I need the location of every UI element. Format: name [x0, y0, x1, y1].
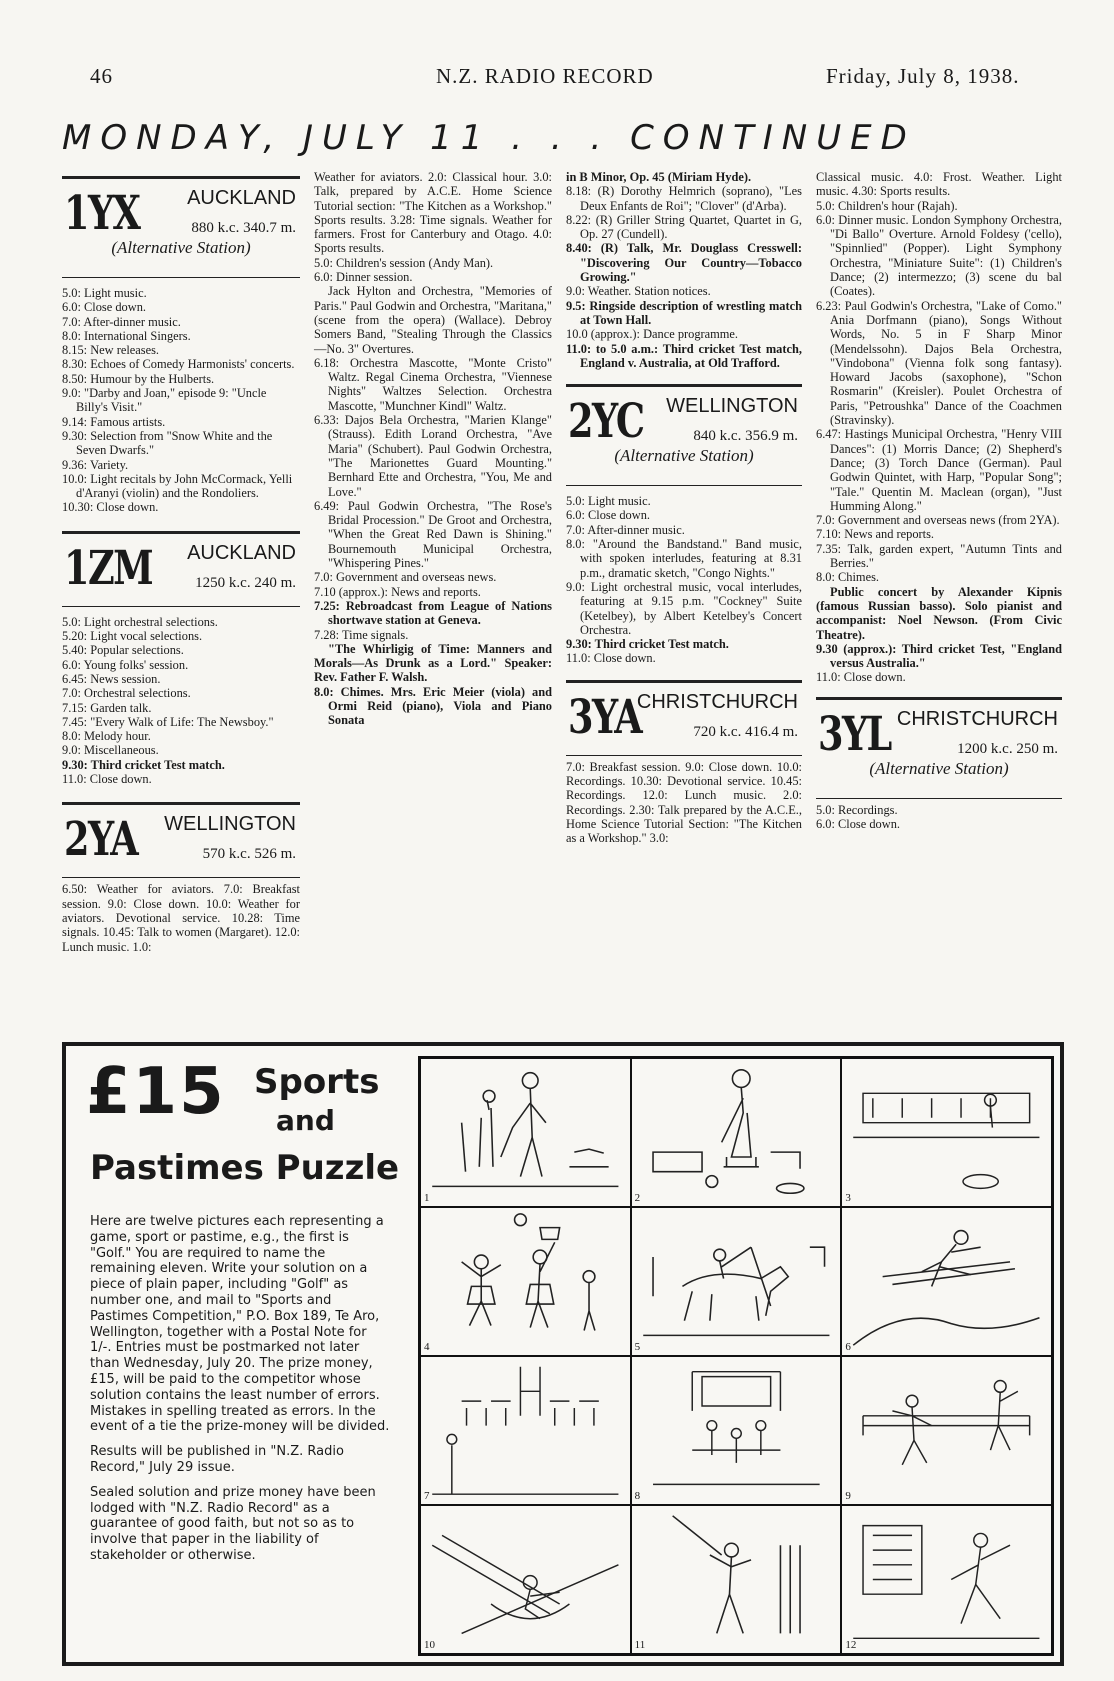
station-call: 3YL: [818, 706, 891, 762]
program-item: 5.0: Light orchestral selections.: [62, 614, 218, 629]
program-item: 6.47: Hastings Municipal Orchestra, "Henry VIII Dances": (1) Morris Dance; (2) Shepherd's Dance; (3) Torch Dance (German). Paul Godwin Quintet, with Harp, "Popular Song"; "Tale." Quentin M. Maclean (organ), "Just Humming Along.": [816, 427, 1062, 513]
station-note: (Alternative Station): [111, 238, 251, 257]
divider: [62, 877, 300, 878]
station-call: 1ZM: [64, 540, 153, 596]
station-city: CHRISTCHURCH: [636, 690, 798, 713]
program-item: 8.0: "Around the Bandstand." Band music, with spoken interludes, featuring at 8.31 p.m., dramatic sketch, "Congo Nights.": [566, 537, 802, 580]
program-item: 7.0: After-dinner music.: [62, 314, 181, 329]
ad-body: [90, 1214, 390, 1573]
tennis-illustration: [842, 1357, 1051, 1504]
cricket-highlight: 9.30: Third cricket Test match.: [566, 637, 729, 652]
chimes-note: 8.0: Chimes. Mrs. Eric Meier (viola) and Ormi Reid (piano), Viola and Piano Sonata: [314, 684, 552, 728]
ad-title-line-1: Sports: [254, 1062, 380, 1102]
picture-number: 6: [845, 1341, 851, 1353]
column-4: [816, 170, 1062, 831]
puzzle-picture: [420, 1505, 631, 1654]
puzzle-picture: [420, 1356, 631, 1505]
program-text: Weather for aviators. 2.0: Classical hour. 3.0: Talk, prepared by A.C.E. Home Science Tutorial section: "The Kitchen as a Workshop." Sports results. 3.28: Time signals. Weather for farmers. Frost for Canterbury and Otago. 4.0: Sports results.: [314, 170, 552, 256]
picture-number: 3: [845, 1192, 851, 1204]
puzzle-picture: [420, 1058, 631, 1207]
station-note: (Alternative Station): [614, 446, 754, 466]
ad-title-line-3: Pastimes Puzzle: [90, 1148, 400, 1188]
divider: [62, 606, 300, 607]
rebroadcast-note: 7.25: Rebroadcast from League of Nations shortwave station at Geneva.: [314, 598, 552, 628]
program-item: 5.0: Light music.: [566, 494, 651, 509]
picture-number: 2: [634, 1192, 641, 1204]
program-item: 8.0: International Singers.: [62, 328, 191, 343]
program-text: Classical music. 4.0: Frost. Weather. Light music. 4.30: Sports results.: [816, 170, 1062, 199]
program-item: 10.30: Close down.: [62, 500, 159, 515]
program-item: [62, 758, 300, 772]
station-frequency: 570 k.c. 526 m.: [202, 846, 296, 863]
masthead: N.Z. RADIO RECORD: [436, 64, 654, 88]
prize-amount: £15: [86, 1055, 226, 1129]
picture-number: 5: [634, 1341, 641, 1353]
picture-number: 8: [634, 1490, 641, 1502]
program-item: [816, 642, 1062, 671]
station-3yl: [816, 704, 1062, 792]
station-frequency: 840 k.c. 356.9 m.: [693, 428, 798, 445]
picture-number: 1: [424, 1192, 430, 1204]
ad-paragraph: Here are twelve pictures each representing a game, sport or pastime, e.g., the first is "Golf." You are required to name the remaining eleven. Write your solution on a piece of plain paper, including "Golf" as number one, and mail to "Sports and Pastimes Competition," P.O. Box 189, Te Aro, Wellington, together with a Postal Note for 1/-. Entries must be postmarked not later than Wednesday, July 20. The prize money, £15, will be paid to the competitor whose solution contains the least number of errors. Mistakes in spelling treated as errors. In the event of a tie the prize-money will be divided.: [90, 1214, 390, 1435]
concert-highlight: Public concert by Alexander Kipnis (famous Russian basso). Solo pianist and accompanist: Noel Newson. (From Civic Theatre).: [816, 584, 1062, 642]
program-item: 9.36: Variety.: [62, 457, 129, 472]
program-item: 7.10: News and reports.: [816, 527, 935, 542]
program-item: [566, 342, 802, 371]
polo-illustration: [632, 1208, 841, 1355]
program-item: 7.0: Government and overseas news (from 2YA).: [816, 513, 1060, 528]
program-item: 5.0: Recordings.: [816, 802, 898, 817]
cricket-illustration: [632, 1506, 841, 1653]
rugby-illustration: [421, 1357, 630, 1504]
program-item: 8.0: Chimes.: [816, 570, 879, 585]
divider: [566, 680, 802, 683]
divider: [566, 485, 802, 486]
station-city: WELLINGTON: [666, 395, 798, 418]
ad-paragraph: Sealed solution and prize money have been lodged with "N.Z. Radio Record" as a guarantee of good faith, but not so as to involve that paper in the liability of stakeholder or otherwise.: [90, 1484, 376, 1563]
program-item: 5.0: Light music.: [62, 286, 147, 300]
program-item: 9.0: Weather. Station notices.: [566, 284, 711, 299]
program-item: 5.0: Children's session (Andy Man).: [314, 255, 494, 270]
issue-date: Friday, July 8, 1938.: [826, 64, 1020, 88]
bowls-illustration: [632, 1059, 841, 1206]
program-item: [314, 685, 552, 728]
program-item: 7.10 (approx.): News and reports.: [314, 584, 481, 599]
program-item: 7.0: Orchestral selections.: [62, 686, 191, 701]
program-item: 6.0: Dinner music. London Symphony Orchestra, "Di Ballo" Overture. Arnold Foldesy ('cello), "Spinnlied" (Popper). Light Symphony Orchestra, "Miniature Suite": (1) Children's Dance; (2) intermezzo; (3) scene du bal (Coates).: [816, 212, 1062, 299]
program-item: 6.49: Paul Godwin Orchestra, "The Rose's Bridal Procession." De Groot and Orchestra, "When the Great Red Dawn is Shining." Bournemouth Municipal Orchestra, "Whispering Pines.": [314, 498, 552, 571]
puzzle-picture: [841, 1505, 1052, 1654]
station-call: 2YA: [64, 812, 138, 868]
station-frequency: 1250 k.c. 240 m.: [195, 574, 296, 591]
program-item: 9.0: "Darby and Joan," episode 9: "Uncle Billy's Visit.": [62, 386, 267, 415]
program-item: 9.0: Miscellaneous.: [62, 743, 159, 758]
wrestling-highlight: 9.5: Ringside description of wrestling match at Town Hall.: [566, 298, 802, 327]
golf-illustration: [421, 1059, 630, 1206]
program-item: [816, 585, 1062, 642]
program-text: 7.0: Breakfast session. 9.0: Close down. 10.0: Recordings. 10.30: Devotional service. 10.45: Recordings. 12.0: Lunch music. 2.0: Recordings. 2.30: Talk prepared by the A.C.E., Home Science Tutorial Section: "The Kitchen as a Workshop." 3.0:: [566, 759, 802, 846]
program-item: 7.45: "Every Walk of Life: The Newsboy.": [62, 714, 274, 729]
talk-title: "The Whirligig of Time: Manners and Morals—As Drunk as a Lord." Speaker: Rev. Father F. Walsh.: [314, 641, 552, 685]
picture-number: 9: [845, 1490, 851, 1502]
billiards-illustration: [842, 1059, 1051, 1206]
puzzle-picture: [631, 1058, 842, 1207]
program-item: 5.40: Popular selections.: [62, 643, 184, 658]
football-illustration: [632, 1357, 841, 1504]
divider: [566, 384, 802, 387]
program-item: 6.0: Young folks' session.: [62, 657, 189, 672]
sonata-composer: in B Minor, Op. 45 (Miriam Hyde).: [566, 170, 752, 184]
program-item: 10.0: Light recitals by John McCormack, Yelli d'Aranyi (violin) and the Rondoliers.: [62, 471, 293, 501]
program-item: 5.0: Children's hour (Rajah).: [816, 198, 958, 213]
divider: [816, 798, 1062, 799]
puzzle-picture: [420, 1207, 631, 1356]
station-note: (Alternative Station): [869, 758, 1009, 778]
program-item: 5.20: Light vocal selections.: [62, 629, 203, 644]
station-frequency: 1200 k.c. 250 m.: [957, 740, 1058, 757]
basketball-illustration: [421, 1208, 630, 1355]
program-item: [566, 637, 802, 651]
puzzle-picture: [841, 1058, 1052, 1207]
picture-number: 4: [424, 1341, 430, 1353]
station-city: WELLINGTON: [164, 813, 296, 836]
ad-title-line-2: and: [276, 1104, 335, 1137]
program-item: 8.30: Echoes of Comedy Harmonists' concerts.: [62, 357, 295, 372]
station-1yx: [62, 183, 300, 271]
program-item: 6.0: Close down.: [566, 508, 650, 523]
program-item: 11.0: Close down.: [816, 670, 906, 685]
station-2ya: [62, 809, 300, 871]
column-2: [314, 170, 552, 728]
program-item: 6.33: Dajos Bela Orchestra, "Marien Klange" (Strauss). Edith Lorand Orchestra, "Ave Maria" (Schubert). Paul Godwin Orchestra, "The Marionettes Guard Mounting." Bernhard Ette and Orchestra, "You, Me and Love.": [314, 413, 552, 499]
program-item: 6.18: Orchestra Mascotte, "Monte Cristo" Waltz. Regal Cinema Orchestra, "Viennese Nights" Waltzes Selection. Orchestra Mascotte, "Munchner Kindl" Waltz.: [314, 355, 552, 413]
cricket-highlight: 9.30 (approx.): Third cricket Test, "England versus Australia.": [816, 641, 1062, 671]
program-item: 8.22: (R) Griller String Quartet, Quartet in G, Op. 27 (Cundell).: [566, 212, 802, 242]
day-heading: MONDAY, JULY 11 . . . CONTINUED: [62, 118, 916, 158]
station-3ya: [566, 687, 802, 749]
program-text: 6.50: Weather for aviators. 7.0: Breakfast session. 9.0: Close down. 10.0: Weather for aviators. Devotional service. 10.28: Time signals. 10.45: Talk to women (Margaret). 12.0: Lunch music. 1.0:: [62, 882, 300, 954]
divider: [62, 277, 300, 278]
station-frequency: 880 k.c. 340.7 m.: [191, 220, 296, 236]
program-item: 8.18: (R) Dorothy Helmrich (soprano), "Les Deux Enfants de Roi"; "Clover" (d'Arba).: [566, 184, 802, 213]
ski-jumping-illustration: [842, 1208, 1051, 1355]
picture-number: 7: [424, 1490, 430, 1502]
program-item: 7.0: Government and overseas news.: [314, 570, 497, 585]
station-call: 3YA: [568, 689, 642, 745]
picture-number: 11: [634, 1639, 646, 1651]
program-item: 7.0: After-dinner music.: [566, 522, 685, 537]
column-3: [566, 170, 802, 846]
hockey-illustration: [842, 1506, 1051, 1653]
program-item: 9.0: Light orchestral music, vocal interludes, featuring at 9.15 p.m. "Cockney" Suite (Ketelbey), by Albert Ketelbey's Concert Orchestra.: [566, 579, 802, 637]
station-frequency: 720 k.c. 416.4 m.: [693, 723, 798, 740]
program-item: 6.0: Close down.: [816, 816, 900, 831]
program-item: 7.35: Talk, garden expert, "Autumn Tints and Berries.": [816, 541, 1062, 571]
program-item: 11.0: Close down.: [62, 772, 152, 787]
program-item: 6.23: Paul Godwin's Orchestra, "Lake of Como." Ania Dorfmann (piano), Songs Without Words, No. 5 in F Sharp Minor (Mendelssohn). Dajos Bela Orchestra, "Vindobona" (Vienna folk song fantasy). Howard Jacobs (saxophone), "Schon Rosmarin" (Kreisler). Poulet Orchestra of Paris, "Petroushka" Dance of the Coachmen (Stravinsky).: [816, 298, 1062, 428]
program-item: 6.45: News session.: [62, 671, 161, 686]
station-city: AUCKLAND: [187, 541, 296, 564]
program-item: 7.15: Garden talk.: [62, 700, 152, 715]
cricket-highlight: 9.30: Third cricket Test match.: [62, 757, 225, 772]
program-item: [314, 599, 552, 628]
program-item: [566, 170, 802, 184]
puzzle-picture: [631, 1207, 842, 1356]
program-item: 6.0: Dinner session.: [314, 270, 413, 285]
station-call: 1YX: [64, 186, 140, 241]
program-item: 9.30: Selection from "Snow White and the Seven Dwarfs.": [62, 428, 273, 458]
puzzle-picture-grid: [418, 1056, 1054, 1656]
picture-number: 10: [424, 1639, 435, 1651]
column-1: [62, 170, 300, 954]
station-2yc: [566, 391, 802, 479]
program-item: 9.14: Famous artists.: [62, 414, 166, 429]
puzzle-advertisement: [62, 1042, 1064, 1666]
program-item: [566, 241, 802, 284]
program-item: 8.0: Melody hour.: [62, 729, 151, 744]
program-item: [314, 642, 552, 685]
puzzle-picture: [841, 1207, 1052, 1356]
program-item: 11.0: Close down.: [566, 651, 656, 666]
puzzle-picture: [841, 1356, 1052, 1505]
picture-number: 12: [845, 1639, 857, 1651]
station-call: 2YC: [568, 394, 644, 450]
cricket-highlight: 11.0: to 5.0 a.m.: Third cricket Test match, England v. Australia, at Old Trafford.: [566, 341, 802, 370]
page-number: 46: [90, 64, 113, 88]
program-item: 8.15: New releases.: [62, 343, 160, 358]
program-item: 7.28: Time signals.: [314, 627, 409, 642]
station-city: AUCKLAND: [187, 187, 296, 209]
divider: [62, 802, 300, 805]
divider: [62, 531, 300, 534]
station-city: CHRISTCHURCH: [896, 707, 1058, 730]
rowing-illustration: [421, 1506, 630, 1653]
divider: [566, 755, 802, 756]
ad-paragraph: Results will be published in "N.Z. Radio Record," July 29 issue.: [90, 1444, 344, 1475]
puzzle-picture: [631, 1356, 842, 1505]
station-1zm: [62, 538, 300, 600]
divider: [816, 697, 1062, 700]
divider: [62, 176, 300, 179]
program-item: Jack Hylton and Orchestra, "Memories of Paris." Paul Godwin and Orchestra, "Maritana," (scene from the opera) (Wallace). Debroy Somers Band, "Stealing Through the Classics—No. 3" Overtures.: [314, 284, 552, 356]
program-item: 8.50: Humour by the Hulberts.: [62, 371, 215, 386]
talk-highlight: 8.40: (R) Talk, Mr. Douglass Cresswell: "Discovering Our Country—Tobacco Growing.": [566, 241, 802, 285]
program-item: [566, 299, 802, 328]
program-item: 10.0 (approx.): Dance programme.: [566, 327, 739, 342]
puzzle-picture: [631, 1505, 842, 1654]
program-item: 6.0: Close down.: [62, 300, 146, 315]
